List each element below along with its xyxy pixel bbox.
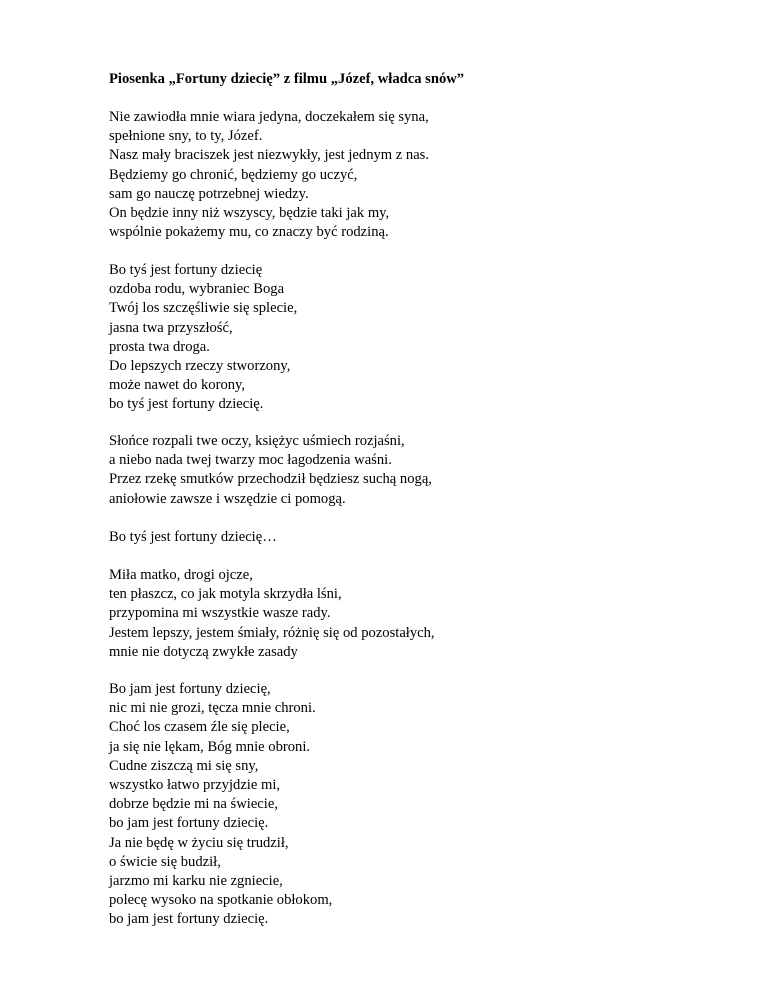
lyric-line: Miła matko, drogi ojcze, (109, 567, 253, 583)
stanza-5 (109, 566, 435, 662)
lyric-line: Nie zawiodła mnie wiara jedyna, doczekałem się syna, (109, 109, 429, 125)
lyric-line: przypomina mi wszystkie wasze rady. (109, 605, 331, 622)
document-title: Piosenka „Fortuny dziecię” z filmu „Józef, władca snów” (109, 71, 465, 87)
lyric-line: Ja nie będę w życiu się trudził, (109, 834, 289, 851)
lyric-line: Cudne ziszczą mi się sny, (109, 757, 259, 774)
stanza-6 (109, 680, 332, 930)
lyric-line: Nasz mały braciszek jest niezwykły, jest jednym z nas. (109, 147, 430, 164)
lyric-line: Będziemy go chronić, będziemy go uczyć, (109, 166, 358, 183)
lyric-line: ten płaszcz, co jak motyla skrzydła lśni, (109, 586, 342, 603)
stanza-4 (109, 528, 277, 547)
lyric-line: ja się nie lękam, Bóg mnie obroni. (109, 738, 311, 755)
lyric-line: może nawet do korony, (109, 377, 246, 394)
lyric-line: Przez rzekę smutków przechodził będziesz suchą nogą, (109, 471, 432, 488)
lyric-line: bo tyś jest fortuny dziecię. (109, 396, 264, 413)
lyric-line: nic mi nie grozi, tęcza mnie chroni. (109, 700, 316, 717)
lyric-line: a niebo nada twej twarzy moc łagodzenia waśni. (109, 452, 392, 469)
lyric-line: Twój los szczęśliwie się splecie, (109, 300, 298, 317)
stanza-3 (109, 432, 432, 509)
lyric-line: sam go nauczę potrzebnej wiedzy. (109, 185, 309, 202)
lyric-line: polecę wysoko na spotkanie obłokom, (109, 892, 333, 909)
lyric-line: o świcie się budził, (109, 853, 221, 870)
lyric-line: spełnione sny, to ty, Józef. (109, 128, 263, 145)
lyric-line: Bo tyś jest fortuny dziecię… (109, 529, 277, 545)
lyric-line: On będzie inny niż wszyscy, będzie taki jak my, (109, 205, 390, 222)
lyric-line: wszystko łatwo przyjdzie mi, (109, 777, 281, 794)
lyric-line: Bo tyś jest fortuny dziecię (109, 262, 263, 278)
lyric-line: wspólnie pokażemy mu, co znaczy być rodziną. (109, 224, 389, 241)
stanza-1 (109, 108, 429, 242)
stanza-2 (109, 261, 297, 415)
lyric-line: prosta twa droga. (109, 338, 210, 355)
lyric-line: ozdoba rodu, wybraniec Boga (109, 281, 285, 298)
lyric-line: bo jam jest fortuny dziecię. (109, 815, 269, 832)
lyric-line: aniołowie zawsze i wszędzie ci pomogą. (109, 490, 346, 507)
lyric-line: Słońce rozpali twe oczy, księżyc uśmiech rozjaśni, (109, 433, 405, 449)
lyric-line: mnie nie dotyczą zwykłe zasady (109, 643, 298, 660)
lyric-line: jarzmo mi karku nie zgniecie, (109, 873, 283, 890)
lyric-line: Bo jam jest fortuny dziecię, (109, 681, 271, 697)
lyric-line: Do lepszych rzeczy stworzony, (109, 358, 291, 375)
lyric-line: bo jam jest fortuny dziecię. (109, 911, 269, 928)
lyric-line: dobrze będzie mi na świecie, (109, 796, 278, 813)
lyric-line: jasna twa przyszłość, (109, 319, 233, 336)
lyric-line: Choć los czasem źle się plecie, (109, 719, 290, 736)
lyric-line: Jestem lepszy, jestem śmiały, różnię się od pozostałych, (109, 624, 435, 641)
